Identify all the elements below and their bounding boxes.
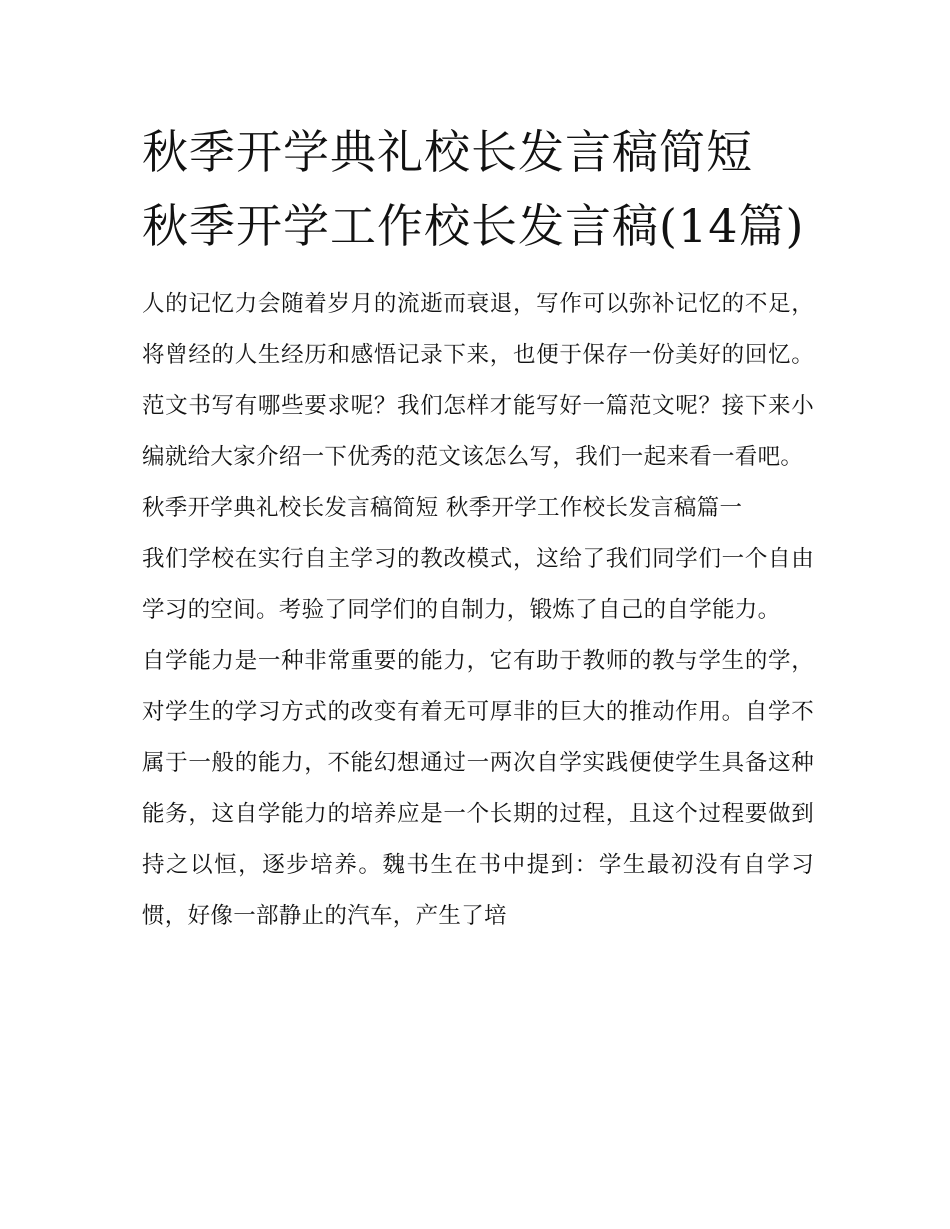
document-body — [142, 279, 814, 942]
document-page — [142, 115, 814, 942]
document-title: 秋季开学典礼校长发言稿简短 秋季开学工作校长发言稿(14篇) — [142, 125, 805, 253]
section-heading: 秋季开学典礼校长发言稿简短 秋季开学工作校长发言稿篇一 — [142, 495, 743, 521]
paragraph: 我们学校在实行自主学习的教改模式，这给了我们同学们一个自由学习的空间。考验了同学们的自制力，锻炼了自己的自学能力。 — [142, 546, 814, 623]
paragraph: 自学能力是一种非常重要的能力，它有助于教师的教与学生的学，对学生的学习方式的改变有着无可厚非的巨大的推动作用。自学不属于一般的能力，不能幻想通过一两次自学实践便使学生具备这种能务，这自学能力的培养应是一个长期的过程，且这个过程要做到持之以恒，逐步培养。魏书生在书中提到：学生最初没有自学习惯，好像一部静止的汽车，产生了培 — [142, 648, 814, 929]
paragraph-intro: 人的记忆力会随着岁月的流逝而衰退，写作可以弥补记忆的不足，将曾经的人生经历和感悟记录下来，也便于保存一份美好的回忆。范文书写有哪些要求呢？我们怎样才能写好一篇范文呢？接下来小编就给大家介绍一下优秀的范文该怎么写，我们一起来看一看吧。 — [142, 291, 814, 470]
